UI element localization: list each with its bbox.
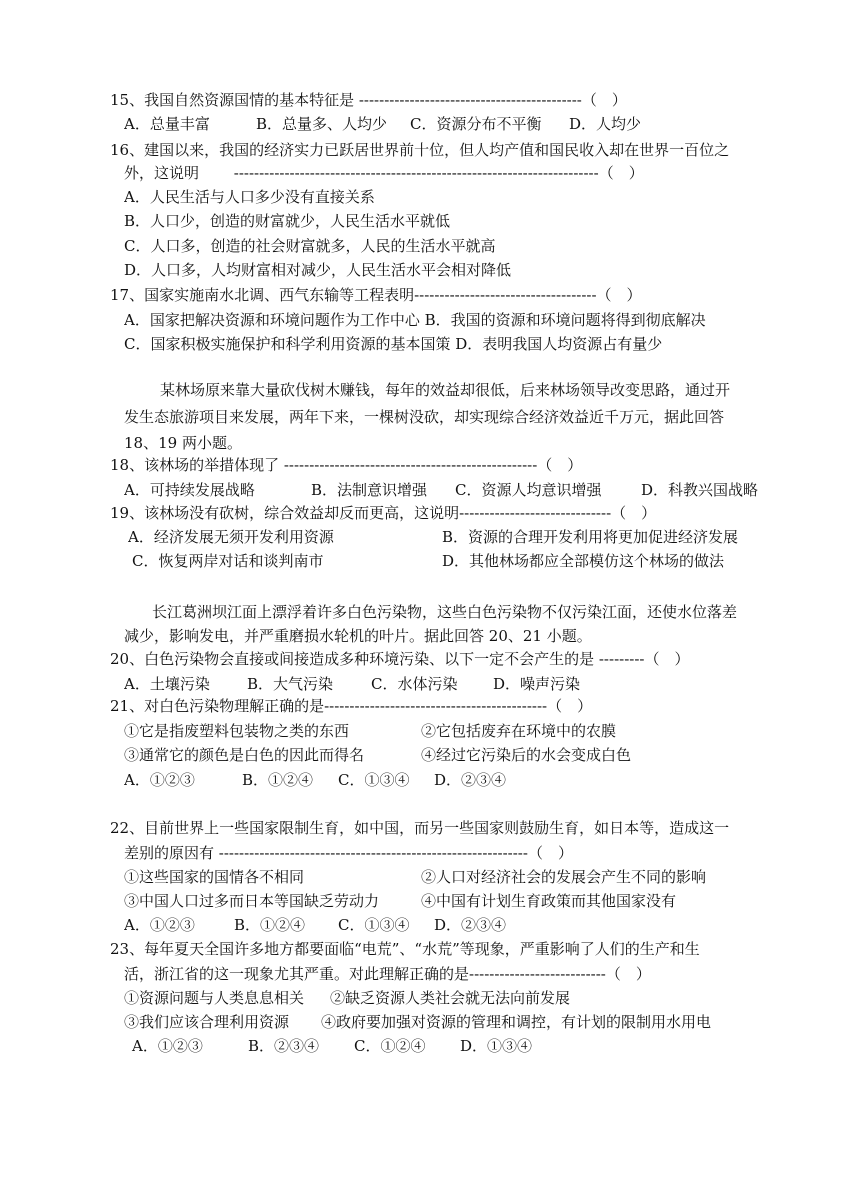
q19-options-row2 — [128, 549, 788, 573]
q21-option-b: B．①②④ — [242, 771, 314, 789]
q15-option-d: D．人均少 — [569, 115, 642, 133]
q23-items-row2 — [124, 1010, 784, 1034]
q22-option-b: B．①②④ — [234, 916, 306, 934]
q23-option-a: A．①②③ — [132, 1037, 203, 1055]
q23-stem-line1: 23、每年夏天全国许多地方都要面临“电荒”、“水荒”等现象，严重影响了人们的生产和生 — [110, 940, 700, 958]
q19-option-c: C．恢复两岸对话和谈判南市 — [132, 552, 324, 570]
q20-option-b: B．大气污染 — [247, 675, 334, 693]
q17-options-line1: A．国家把解决资源和环境问题作为工作中心 B．我国的资源和环境问题将得到彻底解决 — [124, 311, 706, 329]
q22-items-row1 — [124, 865, 784, 889]
q21-items-row2 — [124, 743, 784, 767]
q20-stem: 20、白色污染物会直接或间接造成多种环境污染、以下一定不会产生的是 ---------（ ） — [110, 650, 690, 668]
q22-options — [124, 913, 784, 937]
q16-option-d: D．人口多，人均财富相对减少，人民生活水平会相对降低 — [124, 261, 512, 279]
q21-item-1: ①它是指废塑料包装物之类的东西 — [124, 722, 350, 740]
q16-stem-line1: 16、建国以来，我国的经济实力已跃居世界前十位，但人均产值和国民收入却在世界一百位之 — [110, 141, 730, 159]
q23-item-2: ②缺乏资源人类社会就无法向前发展 — [330, 989, 571, 1007]
q22-item-1: ①这些国家的国情各不相同 — [124, 868, 305, 886]
q22-option-c: C．①③④ — [338, 916, 410, 934]
q18-option-c: C．资源人均意识增强 — [455, 481, 602, 499]
passage2-line1: 长江葛洲坝江面上漂浮着许多白色污染物，这些白色污染物不仅污染江面，还使水位落差 — [152, 603, 738, 621]
q15-options — [124, 112, 784, 136]
q22-items-row2 — [124, 889, 784, 913]
q22-option-d: D．②③④ — [434, 916, 507, 934]
q21-options — [124, 768, 784, 792]
q23-items-row1 — [124, 986, 784, 1010]
q18-option-d: D．科教兴国战略 — [641, 481, 759, 499]
q21-stem: 21、对白色污染物理解正确的是--------------------------------------------（ ） — [110, 697, 593, 715]
q23-option-b: B．②③④ — [248, 1037, 320, 1055]
q23-options — [128, 1034, 788, 1058]
q17-stem: 17、国家实施南水北调、西气东输等工程表明------------------------------------（ ） — [110, 286, 642, 304]
q18-option-a: A．可持续发展战略 — [124, 481, 255, 499]
q23-option-c: C．①②④ — [354, 1037, 426, 1055]
q20-option-a: A．土壤污染 — [124, 675, 210, 693]
q15-option-c: C．资源分布不平衡 — [410, 115, 542, 133]
q23-item-4: ④政府要加强对资源的管理和调控，有计划的限制用水用电 — [321, 1013, 712, 1031]
q22-item-2: ②人口对经济社会的发展会产生不同的影响 — [421, 868, 707, 886]
passage1-line3: 18、19 两小题。 — [124, 434, 242, 452]
q19-option-d: D．其他林场都应全部模仿这个林场的做法 — [442, 552, 725, 570]
q23-option-d: D．①③④ — [460, 1037, 533, 1055]
q21-items-row1 — [124, 719, 784, 743]
q19-option-b: B．资源的合理开发利用将更加促进经济发展 — [442, 528, 739, 546]
q23-item-1: ①资源问题与人类息息相关 — [124, 989, 305, 1007]
q21-option-d: D．②③④ — [434, 771, 507, 789]
q19-stem: 19、该林场没有砍树，综合效益却反而更高，这说明------------------------------（ ） — [110, 504, 657, 522]
q22-item-3: ③中国人口过多而日本等国缺乏劳动力 — [124, 892, 380, 910]
q21-option-c: C．①③④ — [338, 771, 410, 789]
passage1-line2: 发生态旅游项目来发展，两年下来，一棵树没砍，却实现综合经济效益近千万元，据此回答 — [124, 408, 725, 426]
passage1-line1: 某林场原来靠大量砍伐树木赚钱，每年的效益却很低，后来林场领导改变思路，通过开 — [160, 381, 731, 399]
q21-option-a: A．①②③ — [124, 771, 195, 789]
q18-stem: 18、该林场的举措体现了 --------------------------------------------------（ ） — [110, 456, 583, 474]
q20-option-d: D．噪声污染 — [493, 675, 581, 693]
q22-stem-line1: 22、目前世界上一些国家限制生育，如中国，而另一些国家则鼓励生育，如日本等，造成这一 — [110, 819, 730, 837]
q21-item-2: ②它包括废弃在环境中的农膜 — [421, 722, 617, 740]
q19-options-row1 — [128, 525, 788, 549]
q16-option-a: A．人民生活与人口多少没有直接关系 — [124, 188, 375, 206]
q17-options-line2: C．国家积极实施保护和科学利用资源的基本国策 D．表明我国人均资源占有量少 — [124, 335, 663, 353]
q20-options — [124, 672, 784, 696]
q22-stem-line2: 差别的原因有 -------------------------------------------------------------（ ） — [124, 844, 573, 862]
q16-stem-line2: 外，这说明 ------------------------------------------------------------------------（ ） — [124, 164, 644, 182]
q16-option-b: B．人口少，创造的财富就少，人民生活水平就低 — [124, 212, 451, 230]
q16-option-c: C．人口多，创造的社会财富就多，人民的生活水平就高 — [124, 237, 496, 255]
q19-option-a: A．经济发展无须开发利用资源 — [128, 528, 334, 546]
q23-item-3: ③我们应该合理利用资源 — [124, 1013, 290, 1031]
passage2-line2: 减少，影响发电，并严重磨损水轮机的叶片。据此回答 20、21 小题。 — [124, 627, 592, 645]
q18-option-b: B．法制意识增强 — [311, 481, 428, 499]
q18-options — [124, 478, 784, 502]
q22-option-a: A．①②③ — [124, 916, 195, 934]
q22-item-4: ④中国有计划生育政策而其他国家没有 — [421, 892, 677, 910]
q21-item-3: ③通常它的颜色是白色的因此而得名 — [124, 746, 365, 764]
q15-option-b: B．总量多、人均少 — [256, 115, 388, 133]
q20-option-c: C．水体污染 — [371, 675, 458, 693]
q15-option-a: A．总量丰富 — [124, 115, 210, 133]
q23-stem-line2: 活，浙江省的这一现象尤其严重。对此理解正确的是---------------------------（ ） — [124, 965, 651, 983]
q21-item-4: ④经过它污染后的水会变成白色 — [421, 746, 632, 764]
q15-stem: 15、我国自然资源国情的基本特征是 --------------------------------------------（ ） — [110, 91, 627, 109]
